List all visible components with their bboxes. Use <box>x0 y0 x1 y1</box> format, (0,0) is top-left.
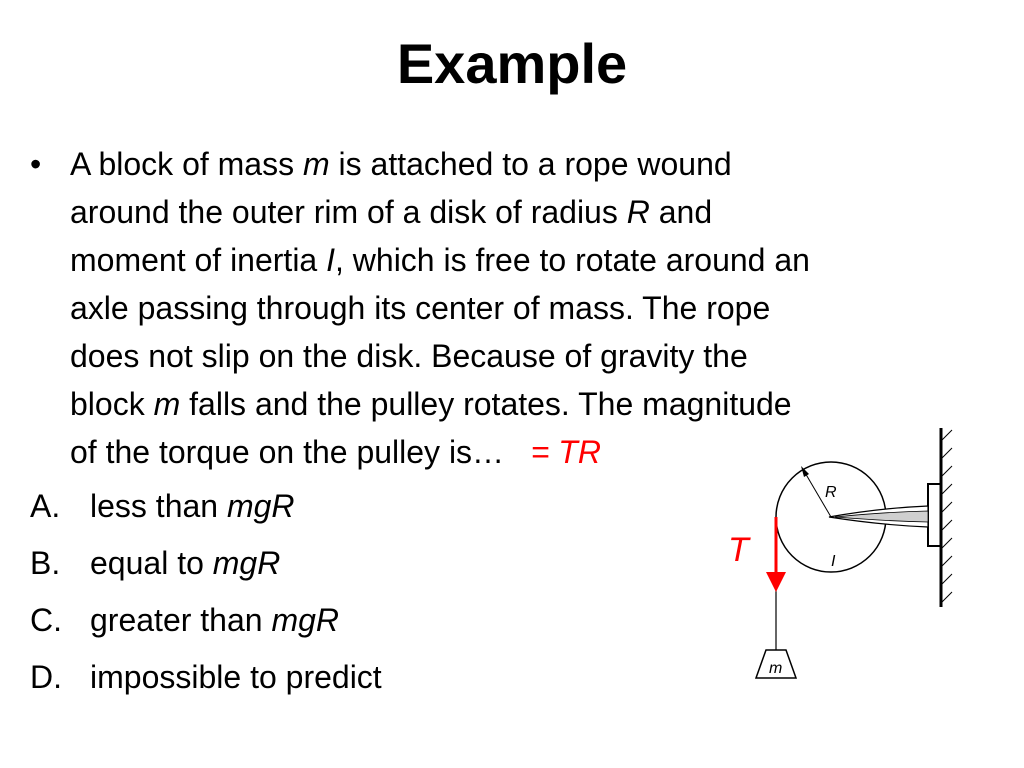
option-letter: D. <box>30 659 62 695</box>
tension-label: T <box>728 531 749 569</box>
var-m: m <box>153 386 181 422</box>
wall-bracket <box>928 484 941 546</box>
option-letter: A. <box>30 488 61 524</box>
question-line: around the outer rim of a disk of radius R and <box>70 194 713 230</box>
radius-label: R <box>825 484 837 501</box>
mass-label: m <box>769 660 783 677</box>
var-R: R <box>626 194 650 230</box>
question-line: axle passing through its center of mass. The rope <box>70 290 771 326</box>
var-I: I <box>326 242 335 278</box>
tension-arrowhead <box>766 572 786 592</box>
wall-hatching <box>942 430 952 602</box>
option-letter: B. <box>30 545 61 581</box>
var-m: m <box>302 146 330 182</box>
inertia-label: I <box>831 553 836 570</box>
answer-equation: = TR <box>530 434 601 470</box>
question-line: block m falls and the pulley rotates. The magnitude <box>70 386 792 422</box>
pulley-diagram <box>700 420 1000 700</box>
question-line: A block of mass m is attached to a rope wound <box>70 146 732 182</box>
bullet-dot: • <box>30 146 42 182</box>
slide-title: Example <box>396 32 628 95</box>
question-line: does not slip on the disk. Because of gravity the <box>70 338 748 374</box>
question-line: moment of inertia I, which is free to rotate around an <box>70 242 810 278</box>
question-line: of the torque on the pulley is… = TR <box>70 434 601 470</box>
option-letter: C. <box>30 602 62 638</box>
slide: Example • A block of mass m is attached to a rope wound around the outer rim of a disk of radius R and moment of inertia I, which is free to rotate around an axle passing through its center of mass. The rope does not slip on the disk. Because of gravity the block m falls and the pulley rotates. The magnitude of the torque on the pulley is… = TR A. less than mgR B. equal to mgR C. greater than mgR D. impossible to predict R I T m <box>0 0 1024 768</box>
